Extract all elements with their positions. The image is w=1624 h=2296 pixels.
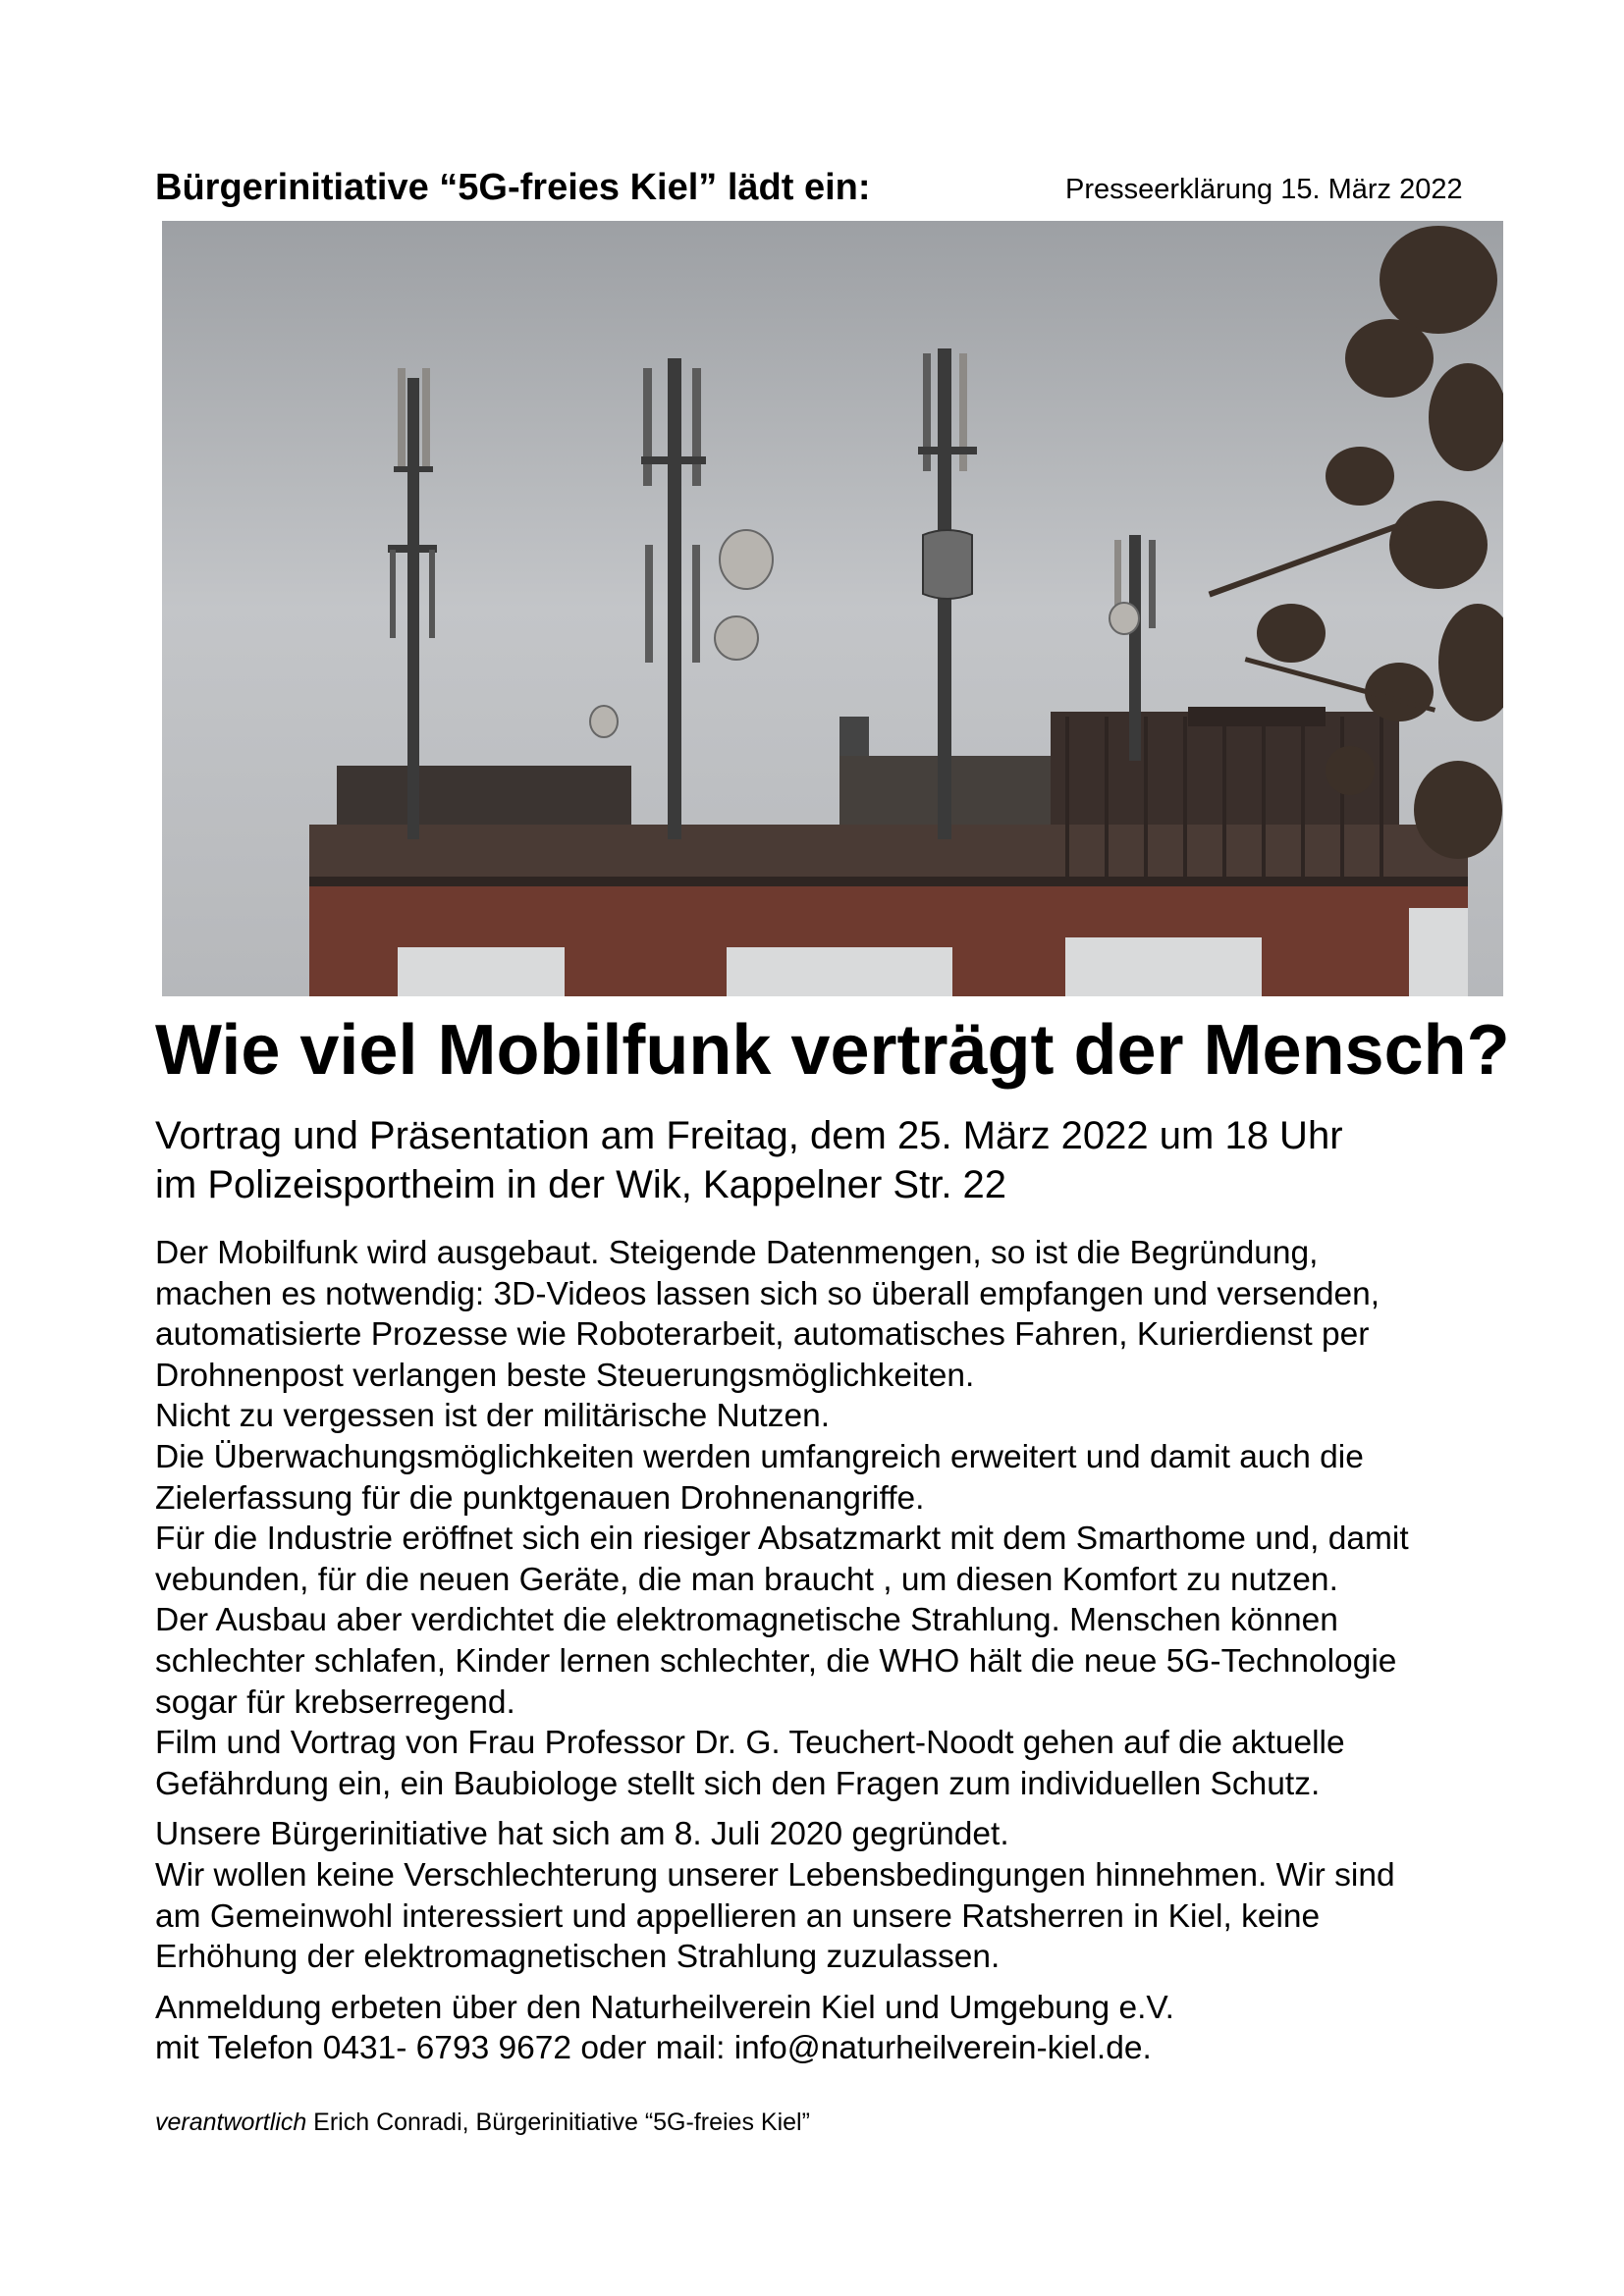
- window: [727, 947, 952, 996]
- initiative-title: Bürgerinitiative “5G-freies Kiel” lädt ein:: [155, 167, 871, 208]
- text-line: Drohnenpost verlangen beste Steuerungsmöglichkeiten.: [155, 1357, 975, 1394]
- responsible-text: Erich Conradi, Bürgerinitiative “5G-freies Kiel”: [306, 2109, 810, 2136]
- text-line: Anmeldung erbeten über den Naturheilverein Kiel und Umgebung e.V.: [155, 1989, 1174, 2026]
- event-location-line: im Polizeisportheim in der Wik, Kappelner Str. 22: [155, 1163, 1007, 1206]
- text-line: automatisierte Prozesse wie Roboterarbeit, automatisches Fahren, Kurierdienst per: [155, 1316, 1370, 1354]
- text-line: Wir wollen keine Verschlechterung unserer Lebensbedingungen hinnehmen. Wir sind: [155, 1856, 1395, 1894]
- window: [1409, 908, 1468, 996]
- text-line: Unsere Bürgerinitiative hat sich am 8. Juli 2020 gegründet.: [155, 1816, 1009, 1853]
- text-line: vebunden, für die neuen Geräte, die man braucht , um diesen Komfort zu nutzen.: [155, 1561, 1338, 1598]
- text-line: Zielerfassung für die punktgenauen Drohnenangriffe.: [155, 1479, 925, 1517]
- text-line: Die Überwachungsmöglichkeiten werden umfangreich erweitert und damit auch die: [155, 1438, 1364, 1475]
- body-text: [155, 1233, 1530, 2069]
- window: [1065, 937, 1262, 996]
- text-line: Für die Industrie eröffnet sich ein riesiger Absatzmarkt mit dem Smarthome und, damit: [155, 1521, 1409, 1558]
- text-line: Gefährdung ein, ein Baubiologe stellt sich den Fragen zum individuellen Schutz.: [155, 1765, 1321, 1802]
- text-line: Nicht zu vergessen ist der militärische Nutzen.: [155, 1398, 831, 1435]
- paragraph-intro: [155, 1233, 1530, 1804]
- text-line: Erhöhung der elektromagnetischen Strahlung zuzulassen.: [155, 1939, 1001, 1976]
- text-line: am Gemeinwohl interessiert und appellieren an unsere Ratsherren in Kiel, keine: [155, 1897, 1321, 1935]
- cell-tower-illustration: [162, 221, 1503, 996]
- text-line: machen es notwendig: 3D-Videos lassen sich so überall empfangen und versenden,: [155, 1275, 1380, 1312]
- cell-tower-photo: [162, 221, 1503, 996]
- event-date-line: Vortrag und Präsentation am Freitag, dem 25. März 2022 um 18 Uhr: [155, 1114, 1343, 1157]
- text-line: Der Ausbau aber verdichtet die elektromagnetische Strahlung. Menschen können: [155, 1602, 1338, 1639]
- text-line: Film und Vortrag von Frau Professor Dr. G. Teuchert-Noodt gehen auf die aktuelle: [155, 1725, 1345, 1762]
- text-line: sogar für krebserregend.: [155, 1683, 515, 1721]
- paragraph-registration: [155, 1988, 1530, 2069]
- headline: Wie viel Mobilfunk verträgt der Mensch?: [155, 1011, 1510, 1090]
- event-info: [155, 1111, 1530, 1209]
- text-line: schlechter schlafen, Kinder lernen schlechter, die WHO hält die neue 5G-Technologie: [155, 1642, 1397, 1680]
- paragraph-initiative: [155, 1814, 1530, 1977]
- window: [398, 947, 565, 996]
- responsible-label: verantwortlich: [155, 2109, 307, 2136]
- text-line: mit Telefon 0431- 6793 9672 oder mail: info@naturheilverein-kiel.de.: [155, 2030, 1152, 2067]
- text-line: Der Mobilfunk wird ausgebaut. Steigende Datenmengen, so ist die Begründung,: [155, 1235, 1319, 1271]
- press-release-date: Presseerklärung 15. März 2022: [1065, 174, 1463, 205]
- responsible-person: [155, 2107, 810, 2138]
